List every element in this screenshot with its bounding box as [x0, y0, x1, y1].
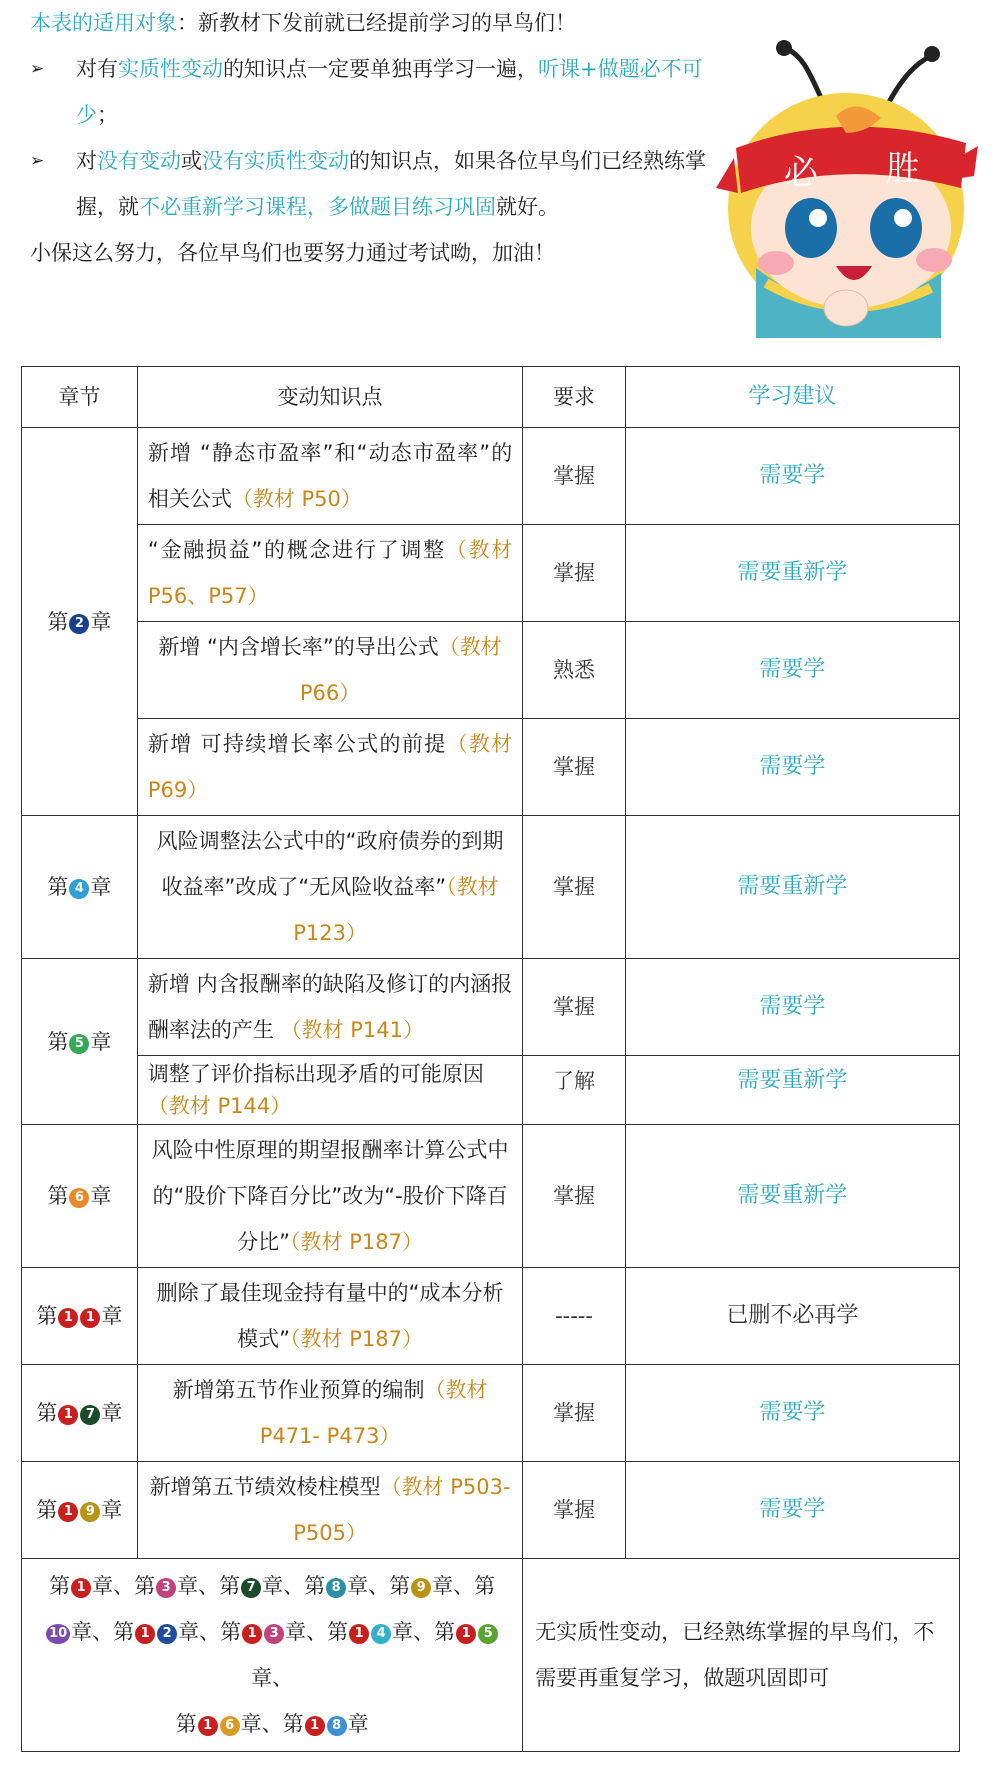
- chapter-prefix: 第: [47, 609, 69, 634]
- kp-text: 新增第五节绩效棱柱模型: [149, 1475, 381, 1499]
- chapter-suffix: 章: [101, 1401, 123, 1425]
- kp-reference: （教材 P144）: [147, 1094, 292, 1118]
- requirement: 掌握: [523, 1125, 625, 1268]
- kp-text: 风险调整法公式中的“政府债券的到期收益率”改成了“无风险收益率”: [156, 829, 504, 899]
- chapter-17-cell: [22, 1365, 138, 1462]
- bee-mascot-illustration: [716, 38, 982, 338]
- arrow-bullet-icon: ➢: [30, 59, 45, 79]
- summary-row: [22, 1559, 960, 1752]
- kp-reference: （教材 P141）: [280, 1018, 424, 1042]
- advice: 已删不必再学: [625, 1268, 959, 1365]
- change-table: [21, 366, 960, 1752]
- advice: 需要重新学: [625, 1125, 959, 1268]
- bullet2-text-b: 没有变动: [97, 149, 181, 173]
- chapter-number-badge: 6: [69, 1188, 89, 1208]
- bullet2-text-c: 或: [181, 149, 202, 173]
- table-row: [22, 816, 960, 959]
- chapter-number-badge: 4: [69, 879, 89, 899]
- chapter-number-badge: 5: [69, 1034, 89, 1054]
- kp-text: 新增第五节作业预算的编制: [172, 1378, 425, 1402]
- requirement: 掌握: [523, 959, 625, 1056]
- target-label: 本表的适用对象: [30, 11, 177, 35]
- bullet1-text-c: 的知识点一定要单独再学习一遍，: [223, 57, 538, 81]
- chapter-prefix: 第: [36, 1401, 58, 1425]
- requirement: 熟悉: [523, 622, 625, 719]
- bullet2-text-f: 不必重新学习课程，多做题目练习巩固: [139, 195, 496, 219]
- chapter-suffix: 章: [101, 1498, 123, 1522]
- chapter-prefix: 第: [36, 1304, 58, 1328]
- kp-reference: （教材 P187）: [290, 1230, 423, 1254]
- kp-reference: （教材 P187）: [290, 1327, 423, 1351]
- chapter-5-cell: [22, 959, 138, 1125]
- intro-target-line: [30, 0, 710, 46]
- chapter-2-cell: [22, 428, 138, 816]
- closing-line: 小保这么努力，各位早鸟们也要努力通过考试呦，加油！: [30, 241, 555, 265]
- chapter-6-cell: [22, 1125, 138, 1268]
- chapter-suffix: 章: [90, 1029, 112, 1054]
- knowledge-point: [137, 525, 522, 622]
- table-row: [22, 428, 960, 525]
- knowledge-point: [137, 816, 522, 959]
- kp-text: 新增 可持续增长率公式的前提: [147, 732, 447, 756]
- table-row: [22, 1462, 960, 1559]
- knowledge-point: [137, 719, 522, 816]
- chapter-11-cell: [22, 1268, 138, 1365]
- knowledge-point: [137, 1056, 522, 1125]
- chapter-number-badge: 1: [58, 1308, 78, 1328]
- bullet-no-change: [30, 138, 710, 230]
- kp-text: “金融损益”的概念进行了调整: [147, 538, 446, 562]
- advice: 需要学: [625, 622, 959, 719]
- knowledge-point: [137, 1268, 522, 1365]
- advice: 需要学: [625, 1462, 959, 1559]
- requirement: -----: [523, 1268, 625, 1365]
- chapter-prefix: 第: [47, 1184, 69, 1208]
- chapter-suffix: 章: [90, 875, 112, 899]
- table-row: [22, 1125, 960, 1268]
- kp-reference: （教材 P50）: [231, 487, 362, 511]
- table-row: [22, 1268, 960, 1365]
- arrow-bullet-icon: ➢: [30, 151, 45, 171]
- table-row: [22, 959, 960, 1056]
- bullet2-text-d: 没有实质性变动: [202, 149, 349, 173]
- advice: 需要重新学: [625, 816, 959, 959]
- requirement: 掌握: [523, 719, 625, 816]
- table-row: [22, 1365, 960, 1462]
- kp-reference: （教材 P56、P57）: [147, 538, 513, 608]
- chapter-number-badge: 2: [69, 614, 89, 634]
- kp-text: 风险中性原理的期望报酬率计算公式中的“股价下降百分比”改为“-股价下降百分比”: [151, 1138, 509, 1254]
- bullet2-text-g: 就好。: [496, 195, 559, 219]
- chapter-19-cell: [22, 1462, 138, 1559]
- chapter-prefix: 第: [47, 875, 69, 899]
- bullet1-text-e: ；: [97, 103, 118, 127]
- chapter-prefix: 第: [36, 1498, 58, 1522]
- kp-text: 新增 内含报酬率的缺陷及修订的内涵报酬率法的产生: [147, 972, 513, 1042]
- chapter-number-badge: 1: [80, 1308, 100, 1328]
- unchanged-chapters-cell: [22, 1559, 523, 1752]
- knowledge-point: [137, 622, 522, 719]
- intro-section: [30, 0, 710, 276]
- bullet2-text-e: 的知识点，如果各位早鸟们已经熟练掌握，就: [76, 149, 706, 219]
- table-row: [22, 525, 960, 622]
- header-chapter: 章节: [22, 367, 138, 428]
- bullet1-text-a: 对有: [76, 57, 118, 81]
- kp-reference: （教材 P471- P473）: [259, 1378, 488, 1448]
- bullet-substantive: [30, 46, 710, 138]
- header-requirement: 要求: [523, 367, 625, 428]
- bullet1-text-b: 实质性变动: [118, 57, 223, 81]
- knowledge-point: [137, 959, 522, 1056]
- chapter-prefix: 第: [47, 1029, 69, 1054]
- advice: 需要学: [625, 959, 959, 1056]
- requirement: 掌握: [523, 1365, 625, 1462]
- chapter-list: 第 1 章、第 3 章、第 7 章、第 8 章、第 9 章、第 10 章、第 1 2 章、第 1 3 章、第 1 4 章、第 1 5章、 第 1 6 章、第 1 8 章: [45, 1574, 499, 1736]
- table-row: [22, 622, 960, 719]
- chapter-number-badge: 9: [80, 1502, 100, 1522]
- requirement: 掌握: [523, 428, 625, 525]
- chapter-suffix: 章: [101, 1304, 123, 1328]
- kp-text: 新增 “静态市盈率”和“动态市盈率”的相关公式: [147, 441, 513, 511]
- chapter-suffix: 章: [90, 609, 112, 634]
- advice: 需要学: [625, 1365, 959, 1462]
- kp-reference: （教材 P66）: [299, 635, 502, 705]
- requirement: 掌握: [523, 816, 625, 959]
- knowledge-point: [137, 1125, 522, 1268]
- table-row: [22, 1056, 960, 1125]
- table-header-row: [22, 367, 960, 428]
- headband-left-text: 必: [784, 153, 818, 193]
- table-row: [22, 719, 960, 816]
- chapter-number-badge: 1: [58, 1502, 78, 1522]
- requirement: 了解: [523, 1056, 625, 1125]
- advice: 需要学: [625, 428, 959, 525]
- bullet1-text-d: 听课+做题必不可少: [76, 57, 703, 127]
- header-knowledge-point: 变动知识点: [137, 367, 522, 428]
- kp-reference: （教材 P69）: [147, 732, 513, 802]
- advice: 需要重新学: [625, 525, 959, 622]
- kp-reference: （教材 P123）: [293, 875, 499, 945]
- bullet2-text-a: 对: [76, 149, 97, 173]
- header-advice: 学习建议: [625, 367, 959, 428]
- kp-text: 删除了最佳现金持有量中的“成本分析模式”: [156, 1281, 504, 1351]
- chapter-number-badge: 7: [80, 1405, 100, 1425]
- knowledge-point: [137, 428, 522, 525]
- knowledge-point: [137, 1462, 522, 1559]
- target-text: ：新教材下发前就已经提前学习的早鸟们！: [177, 11, 576, 35]
- advice: 需要重新学: [625, 1056, 959, 1125]
- chapter-number-badge: 1: [58, 1405, 78, 1425]
- requirement: 掌握: [523, 525, 625, 622]
- chapter-suffix: 章: [90, 1184, 112, 1208]
- kp-text: 新增 “内含增长率”的导出公式: [158, 635, 439, 659]
- kp-text: 调整了评价指标出现矛盾的可能原因: [147, 1062, 484, 1086]
- chapter-4-cell: [22, 816, 138, 959]
- advice: 需要学: [625, 719, 959, 816]
- kp-reference: （教材 P503- P505）: [293, 1475, 511, 1545]
- headband-right-text: 胜: [886, 149, 920, 189]
- unchanged-advice-cell: 无实质性变动，已经熟练掌握的早鸟们，不需要再重复学习，做题巩固即可: [523, 1559, 960, 1752]
- requirement: 掌握: [523, 1462, 625, 1559]
- knowledge-point: [137, 1365, 522, 1462]
